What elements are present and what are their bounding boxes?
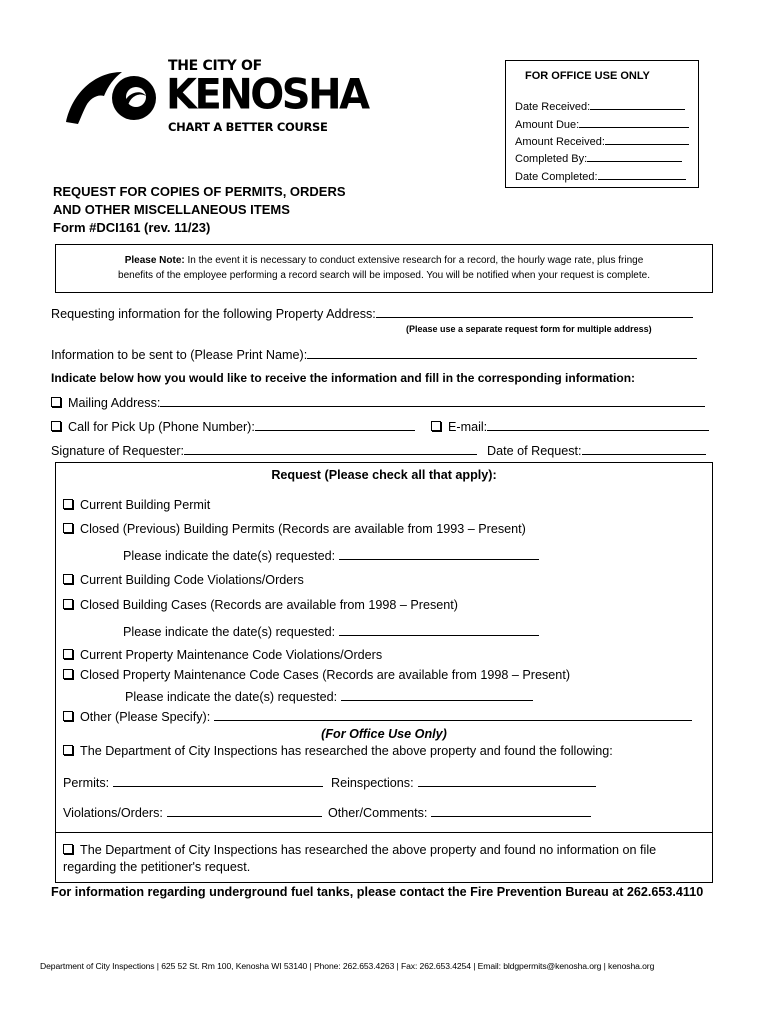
- current-maintenance-label: Current Property Maintenance Code Violations/Orders: [80, 648, 383, 662]
- closed-permits-label: Closed (Previous) Building Permits (Records are available from 1993 – Present): [80, 522, 526, 536]
- current-permit-checkbox[interactable]: [63, 499, 73, 509]
- amount-due-label: Amount Due:: [515, 119, 580, 131]
- amount-received-label: Amount Received:: [515, 136, 605, 148]
- current-permit-label: Current Building Permit: [80, 498, 211, 512]
- email-checkbox[interactable]: [431, 421, 441, 431]
- fire-prevention-note: For information regarding underground fuel tanks, please contact the Fire Prevention Bureau at 262.653.4110: [51, 885, 704, 899]
- dates-label: Please indicate the date(s) requested:: [123, 549, 336, 563]
- permits-field[interactable]: [63, 774, 323, 790]
- logo-line1: THE CITY OF: [168, 58, 262, 74]
- no-information-line2: regarding the petitioner's request.: [63, 860, 251, 874]
- other-label: Other (Please Specify):: [80, 710, 211, 724]
- current-violations-label: Current Building Code Violations/Orders: [80, 573, 304, 587]
- property-address-hint: (Please use a separate request form for multiple address): [406, 324, 652, 334]
- dates-label: Please indicate the date(s) requested:: [123, 625, 336, 639]
- wave-emblem-icon: [64, 64, 162, 128]
- date-completed-label: Date Completed:: [515, 171, 598, 183]
- closed-cases-checkbox[interactable]: [63, 599, 73, 609]
- date-of-request-label: Date of Request:: [487, 444, 582, 458]
- signature-field[interactable]: [51, 442, 477, 458]
- completed-by-label: Completed By:: [515, 153, 588, 165]
- amount-due-field[interactable]: [515, 115, 689, 131]
- current-violations-checkbox[interactable]: [63, 574, 73, 584]
- send-to-label: Information to be sent to (Please Print Name):: [51, 348, 308, 362]
- office-section-divider: [55, 832, 713, 833]
- office-section-heading: (For Office Use Only): [321, 727, 447, 741]
- closed-maintenance-dates-field[interactable]: [125, 688, 533, 704]
- note-label: Please Note:: [124, 255, 185, 266]
- current-building-permit-option[interactable]: [63, 498, 210, 512]
- pickup-field[interactable]: [51, 418, 415, 434]
- closed-cases-dates-field[interactable]: [123, 623, 539, 639]
- no-information-line1: The Department of City Inspections has researched the above property and found no information on file: [80, 843, 657, 857]
- amount-received-field[interactable]: [515, 132, 689, 148]
- email-label: E-mail:: [448, 420, 488, 434]
- other-checkbox[interactable]: [63, 711, 73, 721]
- permits-label: Permits:: [63, 776, 110, 790]
- receive-instruction: Indicate below how you would like to receive the information and fill in the corresponding information:: [51, 371, 636, 385]
- signature-label: Signature of Requester:: [51, 444, 185, 458]
- current-maintenance-checkbox[interactable]: [63, 649, 73, 659]
- other-comments-field[interactable]: [328, 804, 591, 820]
- request-heading: Request (Please check all that apply):: [271, 468, 497, 482]
- closed-permits-checkbox[interactable]: [63, 523, 73, 533]
- other-comments-label: Other/Comments:: [328, 806, 428, 820]
- logo-line3: CHART A BETTER COURSE: [168, 120, 328, 134]
- dates-label: Please indicate the date(s) requested:: [125, 690, 338, 704]
- violations-orders-label: Violations/Orders:: [63, 806, 163, 820]
- form-number: Form #DCI161 (rev. 11/23): [53, 220, 211, 235]
- form-title-line1: REQUEST FOR COPIES OF PERMITS, ORDERS: [53, 184, 346, 199]
- date-received-label: Date Received:: [515, 101, 591, 113]
- no-information-checkbox[interactable]: [63, 844, 73, 854]
- date-completed-field[interactable]: [515, 167, 686, 183]
- closed-maintenance-label: Closed Property Maintenance Code Cases (Records are available from 1998 – Present): [80, 668, 571, 682]
- closed-permits-option[interactable]: [63, 522, 526, 536]
- current-maintenance-option[interactable]: [63, 648, 382, 662]
- office-use-title: FOR OFFICE USE ONLY: [525, 70, 650, 82]
- note-text-2: benefits of the employee performing a record search will be imposed. You will be notified when your request is complete.: [118, 270, 650, 281]
- other-option[interactable]: [63, 708, 692, 724]
- pickup-checkbox[interactable]: [51, 421, 61, 431]
- closed-maintenance-checkbox[interactable]: [63, 669, 73, 679]
- form-title: [53, 183, 346, 237]
- date-of-request-field[interactable]: [487, 442, 706, 458]
- logo-line2: KENOSHA: [166, 70, 368, 120]
- date-received-field[interactable]: [515, 97, 685, 113]
- current-violations-option[interactable]: [63, 573, 304, 587]
- property-address-label: Requesting information for the following Property Address:: [51, 307, 376, 321]
- closed-cases-label: Closed Building Cases (Records are available from 1998 – Present): [80, 598, 459, 612]
- note-text-1: In the event it is necessary to conduct extensive research for a record, the hourly wage rate, plus fringe: [184, 255, 644, 266]
- reinspections-field[interactable]: [331, 774, 596, 790]
- closed-cases-option[interactable]: [63, 598, 458, 612]
- mailing-address-field[interactable]: [51, 394, 705, 410]
- found-following-checkbox[interactable]: [63, 745, 73, 755]
- violations-orders-field[interactable]: [63, 804, 322, 820]
- send-to-field[interactable]: [51, 346, 697, 362]
- no-information-option[interactable]: [63, 842, 656, 876]
- form-title-line2: AND OTHER MISCELLANEOUS ITEMS: [53, 202, 290, 217]
- mailing-label: Mailing Address:: [68, 396, 161, 410]
- pickup-label: Call for Pick Up (Phone Number):: [68, 420, 255, 434]
- completed-by-field[interactable]: [515, 149, 682, 165]
- closed-permits-dates-field[interactable]: [123, 547, 539, 563]
- mailing-checkbox[interactable]: [51, 397, 61, 407]
- note-box: [55, 244, 713, 293]
- found-following-option[interactable]: [63, 744, 613, 758]
- email-field[interactable]: [431, 418, 709, 434]
- closed-maintenance-option[interactable]: [63, 668, 570, 682]
- property-address-field[interactable]: [51, 305, 693, 321]
- reinspections-label: Reinspections:: [331, 776, 414, 790]
- footer-contact: Department of City Inspections | 625 52 St. Rm 100, Kenosha WI 53140 | Phone: 262.653.4263 | Fax: 262.653.4254 | Email: bldgpermits@kenosha.org | kenosha.org: [40, 961, 655, 971]
- city-logo: [64, 58, 368, 136]
- found-following-label: The Department of City Inspections has researched the above property and found the following:: [80, 744, 613, 758]
